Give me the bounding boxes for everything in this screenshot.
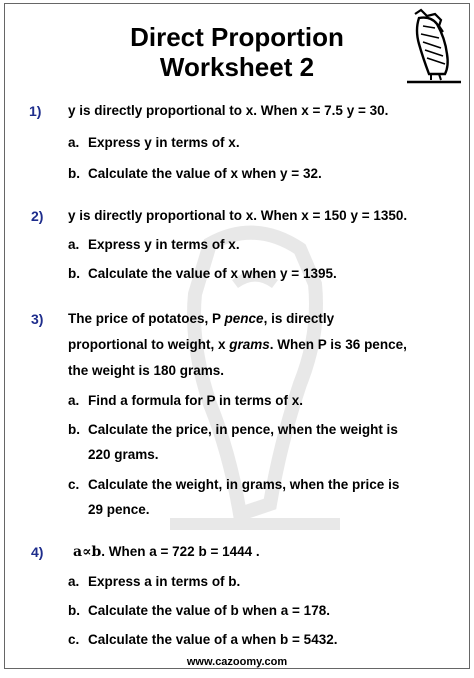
question-3-line-1: The price of potatoes, P pence, is directly: [68, 311, 335, 326]
question-1a: a. Express y in terms of x.: [68, 135, 240, 150]
worksheet-page: [4, 3, 470, 669]
question-3-line-3: the weight is 180 grams.: [68, 363, 225, 378]
question-3c-line-2: 29 pence.: [88, 502, 150, 517]
question-4c: c. Calculate the value of a when b = 5432.: [68, 632, 338, 647]
question-3b-line-1: b. Calculate the price, in pence, when the weight is: [68, 422, 398, 437]
question-4a: a. Express a in terms of b.: [68, 574, 241, 589]
question-2-number: 2): [31, 208, 44, 224]
question-4b: b. Calculate the value of b when a = 178.: [68, 603, 330, 618]
question-1b: b. Calculate the value of x when y = 32.: [68, 166, 322, 181]
question-3a: a. Find a formula for P in terms of x.: [68, 393, 304, 408]
question-3-number: 3): [31, 311, 44, 327]
question-3c-line-1: c. Calculate the weight, in grams, when the price is: [68, 477, 400, 492]
owl-logo-icon: [401, 8, 465, 86]
question-2-text: y is directly proportional to x. When x = 150 y = 1350.: [68, 208, 408, 223]
title-line-1: Direct Proportion: [130, 22, 344, 52]
question-4-text: a∝b. When a = 722 b = 1444 .: [73, 544, 260, 560]
question-2b: b. Calculate the value of x when y = 1395.: [68, 266, 337, 281]
title-line-2: Worksheet 2: [159, 52, 315, 82]
proportional-expression: a∝b: [73, 544, 102, 560]
worksheet-title: [5, 22, 469, 82]
question-1-text: y is directly proportional to x. When x = 7.5 y = 30.: [68, 103, 389, 118]
question-1-number: 1): [29, 103, 42, 119]
question-2a: a. Express y in terms of x.: [68, 237, 240, 252]
question-4-number: 4): [31, 544, 44, 560]
question-3-line-2: proportional to weight, x grams. When P is 36 pence,: [68, 337, 407, 352]
question-3b-line-2: 220 grams.: [88, 447, 159, 462]
footer-website: www.cazoomy.com: [186, 656, 288, 668]
